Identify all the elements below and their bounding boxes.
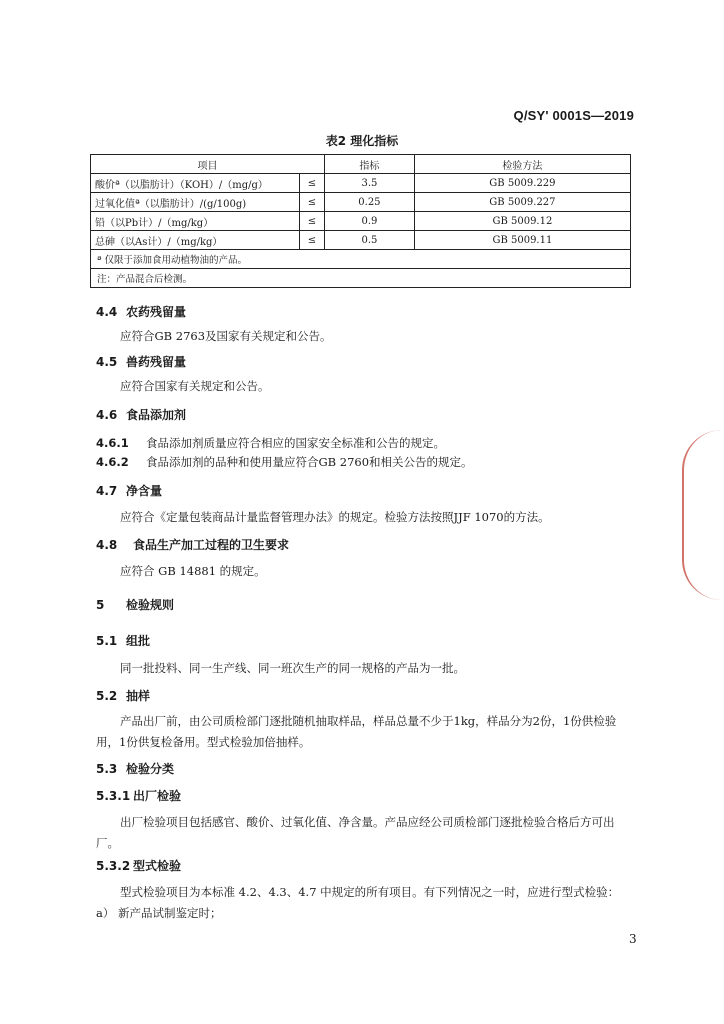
section-text-5-2-line2: 用，1份供复检备用。型式检验加倍抽样。	[96, 735, 311, 749]
section-heading-4-6	[96, 406, 186, 423]
subsection-number: 4.6.2	[96, 455, 129, 469]
table-row	[91, 174, 631, 193]
section-title: 检验规则	[126, 598, 175, 612]
section-number: 5.2	[96, 689, 118, 703]
table-footnote: ª 仅限于添加食用动植物油的产品。	[91, 250, 631, 269]
section-number: 4.6	[96, 408, 118, 422]
section-text-4-4: 应符合GB 2763及国家有关规定和公告。	[120, 329, 332, 343]
table-row	[91, 231, 631, 250]
section-text-5-2-line1: 产品出厂前，由公司质检部门逐批随机抽取样品，样品总量不少于1kg，样品分为2份，1份供检验	[120, 714, 617, 728]
section-number: 4.8	[96, 538, 118, 552]
section-heading-4-4	[96, 303, 186, 320]
row-item: 总砷（以As计）/（mg/kg）	[91, 231, 300, 250]
section-heading-4-5	[96, 353, 186, 370]
table-note: 注：产品混合后检测。	[91, 269, 631, 288]
section-text-4-8: 应符合 GB 14881 的规定。	[120, 564, 266, 578]
section-heading-4-8	[96, 536, 289, 553]
row-value: 0.25	[325, 193, 415, 212]
section-text-4-7: 应符合《定量包装商品计量监督管理办法》的规定。检验方法按照JJF 1070的方法。	[120, 510, 550, 524]
page-number: 3	[629, 932, 637, 946]
list-item-a: a） 新产品试制鉴定时；	[96, 906, 222, 920]
section-heading-4-7	[96, 482, 162, 499]
section-heading-5-3-1	[96, 787, 181, 804]
section-number: 5.3.2	[96, 859, 131, 873]
section-text-5-1: 同一批投料、同一生产线、同一班次生产的同一规格的产品为一批。	[120, 661, 465, 675]
subsection-text: 食品添加剂质量应符合相应的国家安全标准和公告的规定。	[146, 436, 445, 450]
section-title: 农药残留量	[126, 305, 187, 319]
section-number: 5.3.1	[96, 789, 131, 803]
header-method: 检验方法	[414, 155, 630, 174]
row-symbol: ≤	[300, 174, 325, 193]
section-number: 4.5	[96, 355, 118, 369]
table-header-row	[91, 155, 631, 174]
row-symbol: ≤	[300, 193, 325, 212]
row-item: 过氧化值ª（以脂肪计）/(g/100g)	[91, 193, 300, 212]
standard-code: Q/SY' 0001S—2019	[513, 108, 634, 123]
row-symbol: ≤	[300, 231, 325, 250]
row-value: 0.9	[325, 212, 415, 231]
red-seal-stamp	[682, 430, 724, 600]
section-title: 净含量	[126, 484, 163, 498]
section-heading-5-2	[96, 687, 150, 704]
section-number: 5.1	[96, 634, 118, 648]
section-title: 检验分类	[126, 762, 175, 776]
section-heading-5-3-2	[96, 857, 181, 874]
header-item: 项目	[91, 155, 325, 174]
subsection-text: 食品添加剂的品种和使用量应符合GB 2760和相关公告的规定。	[146, 455, 473, 469]
table-note-row	[91, 269, 631, 288]
subsection-4-6-2	[96, 454, 473, 470]
subsection-number: 4.6.1	[96, 436, 129, 450]
section-title: 食品添加剂	[126, 408, 187, 422]
table-title: 表2 理化指标	[325, 134, 399, 148]
row-method: GB 5009.229	[414, 174, 630, 193]
section-title: 兽药残留量	[126, 355, 187, 369]
section-text-5-3-1-line2: 厂。	[96, 836, 119, 850]
row-symbol: ≤	[300, 212, 325, 231]
row-method: GB 5009.12	[414, 212, 630, 231]
table-row	[91, 212, 631, 231]
section-title: 组批	[126, 634, 151, 648]
section-title: 型式检验	[133, 859, 182, 873]
row-item: 铅（以Pb计）/（mg/kg）	[91, 212, 300, 231]
section-number: 5.3	[96, 762, 118, 776]
section-heading-5	[96, 596, 174, 613]
section-text-5-3-1-line1: 出厂检验项目包括感官、酸价、过氧化值、净含量。产品应经公司质检部门逐批检验合格后方可出	[120, 815, 615, 829]
section-text-5-3-2-line1: 型式检验项目为本标准 4.2、4.3、4.7 中规定的所有项目。有下列情况之一时，应进行型式检验：	[120, 885, 620, 899]
row-value: 0.5	[325, 231, 415, 250]
section-text-4-5: 应符合国家有关规定和公告。	[120, 379, 270, 393]
table-row	[91, 193, 631, 212]
section-heading-5-1	[96, 632, 150, 649]
table-footnote-row	[91, 250, 631, 269]
subsection-4-6-1	[96, 435, 445, 451]
row-item: 酸价ª（以脂肪计）（KOH）/（mg/g）	[91, 174, 300, 193]
section-number: 4.4	[96, 305, 118, 319]
section-title: 抽样	[126, 689, 151, 703]
physicochemical-table	[90, 154, 631, 288]
row-method: GB 5009.11	[414, 231, 630, 250]
section-number: 4.7	[96, 484, 118, 498]
row-method: GB 5009.227	[414, 193, 630, 212]
section-title: 出厂检验	[133, 789, 182, 803]
row-value: 3.5	[325, 174, 415, 193]
section-heading-5-3	[96, 760, 174, 777]
header-index: 指标	[325, 155, 415, 174]
section-title: 食品生产加工过程的卫生要求	[133, 538, 290, 552]
section-number: 5	[96, 598, 105, 612]
